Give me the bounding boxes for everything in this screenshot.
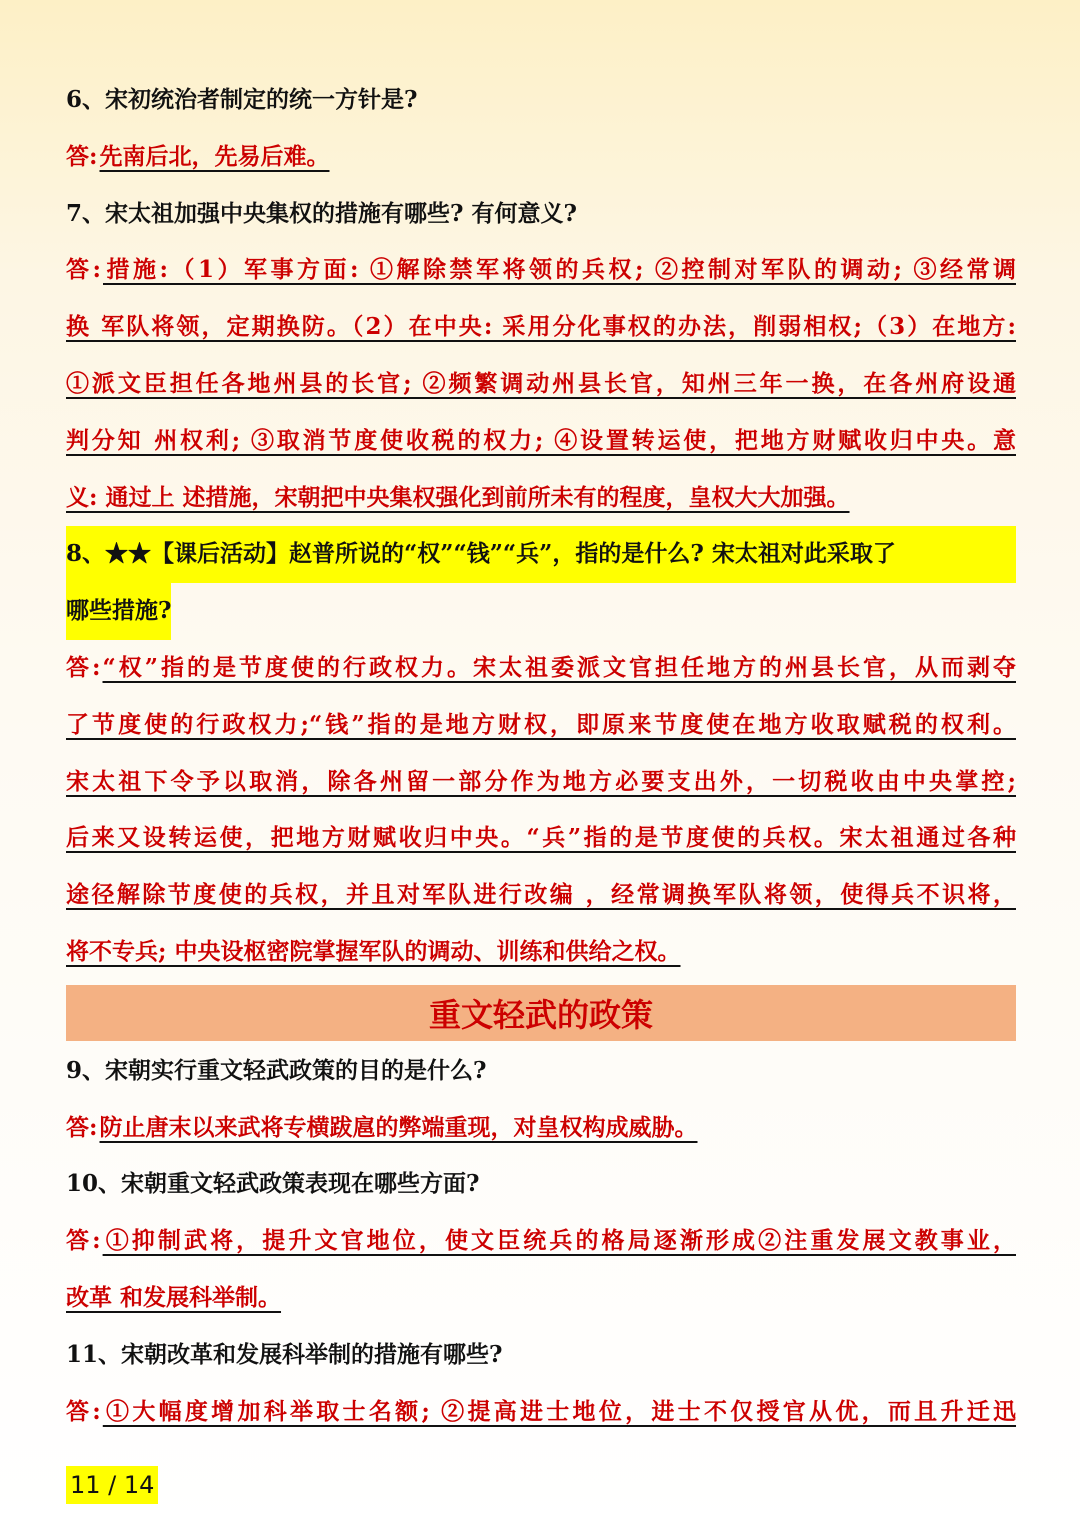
question-6: 6、宋初统治者制定的统一方针是? [66, 86, 418, 113]
question-11: 11、宋朝改革和发展科举制的措施有哪些? [66, 1340, 503, 1368]
answer-prefix: 答: [66, 653, 101, 681]
answer-prefix: 答: [66, 1113, 98, 1141]
answer-10-line [66, 1270, 1016, 1327]
answer-prefix: 答: [66, 256, 101, 284]
answer-text: 后来又设转运使，把地方财赋收归中央。“兵”指的是节度使的兵权。宋太祖通过各种 [66, 824, 1016, 852]
question-7: 7、宋太祖加强中央集权的措施有哪些? 有何意义? [66, 199, 577, 227]
answer-text: ①抑制武将，提升文官地位，使文臣统兵的格局逐渐形成②注重发展文教事业， [102, 1227, 1016, 1255]
answer-8-line [66, 810, 1016, 867]
answer-text: 义: 通过上 述措施，宋朝把中央集权强化到前所未有的程度，皇权大大加强。 [66, 483, 850, 511]
answer-8-line [66, 640, 1016, 697]
answer-9 [66, 1100, 1016, 1157]
answer-text: 改革 和发展科举制。 [66, 1283, 282, 1311]
answer-prefix: 答: [66, 1227, 101, 1255]
answer-prefix: 答: [66, 1397, 101, 1425]
answer-8-line [66, 697, 1016, 754]
answer-text: 防止唐末以来武将专横跋扈的弊端重现，对皇权构成威胁。 [99, 1113, 698, 1141]
answer-text: ①派文臣担任各地州县的长官; ②频繁调动州县长官，知州三年一换，在各州府设通 [66, 369, 1016, 397]
highlighted-text: 哪些措施? [66, 583, 171, 640]
answer-text: 了节度使的行政权力;“钱”指的是地方财权，即原来节度使在地方收取赋税的权利。 [66, 710, 1016, 738]
answer-text: 换 军队将领，定期换防。（2）在中央: 采用分化事权的办法，削弱相权;（3）在地方: [66, 313, 1016, 341]
question-10: 10、宋朝重文轻武政策表现在哪些方面? [66, 1170, 480, 1198]
answer-11 [66, 1384, 1016, 1441]
page-number: 11 / 14 [66, 1466, 158, 1504]
answer-8-line [66, 754, 1016, 811]
question-8-line2 [66, 583, 1016, 640]
question-8-highlighted: 8、★★【课后活动】赵普所说的“权”“钱”“兵”，指的是什么? 宋太祖对此采取了 [66, 526, 1016, 583]
answer-7-line [66, 242, 1016, 299]
answer-text: 措施:（1）军事方面: ①解除禁军将领的兵权; ②控制对军队的调动; ③经常调 [103, 256, 1016, 284]
answer-7-line [66, 299, 1016, 356]
answer-text: 将不专兵; 中央设枢密院掌握军队的调动、训练和供给之权。 [66, 937, 681, 965]
answer-7-line [66, 470, 1016, 527]
answer-8-line [66, 924, 1016, 981]
answer-text: ①大幅度增加科举取士名额; ②提高进士地位，进士不仅授官从优，而且升迁迅 [102, 1397, 1017, 1425]
answer-text: 途径解除节度使的兵权，并且对军队进行改编 ，经常调换军队将领，使得兵不识将， [66, 881, 1016, 909]
answer-6 [66, 129, 1016, 186]
answer-text: 先南后北，先易后难。 [99, 142, 330, 170]
answer-7-line [66, 413, 1016, 470]
answer-10-line [66, 1213, 1016, 1270]
question-9: 9、宋朝实行重文轻武政策的目的是什么? [66, 1056, 487, 1084]
section-heading: 重文轻武的政策 [66, 985, 1016, 1041]
answer-8-line [66, 867, 1016, 924]
answer-text: 宋太祖下令予以取消，除各州留一部分作为地方必要支出外，一切税收由中央掌控; [66, 767, 1016, 795]
document-page [66, 72, 1016, 1440]
answer-prefix: 答: [66, 142, 98, 170]
answer-text: 判分知 州权利; ③取消节度使收税的权力; ④设置转运使，把地方财赋收归中央。意 [66, 426, 1016, 454]
answer-7-line [66, 356, 1016, 413]
answer-text: “权”指的是节度使的行政权力。宋太祖委派文官担任地方的州县长官，从而剥夺 [102, 653, 1016, 681]
